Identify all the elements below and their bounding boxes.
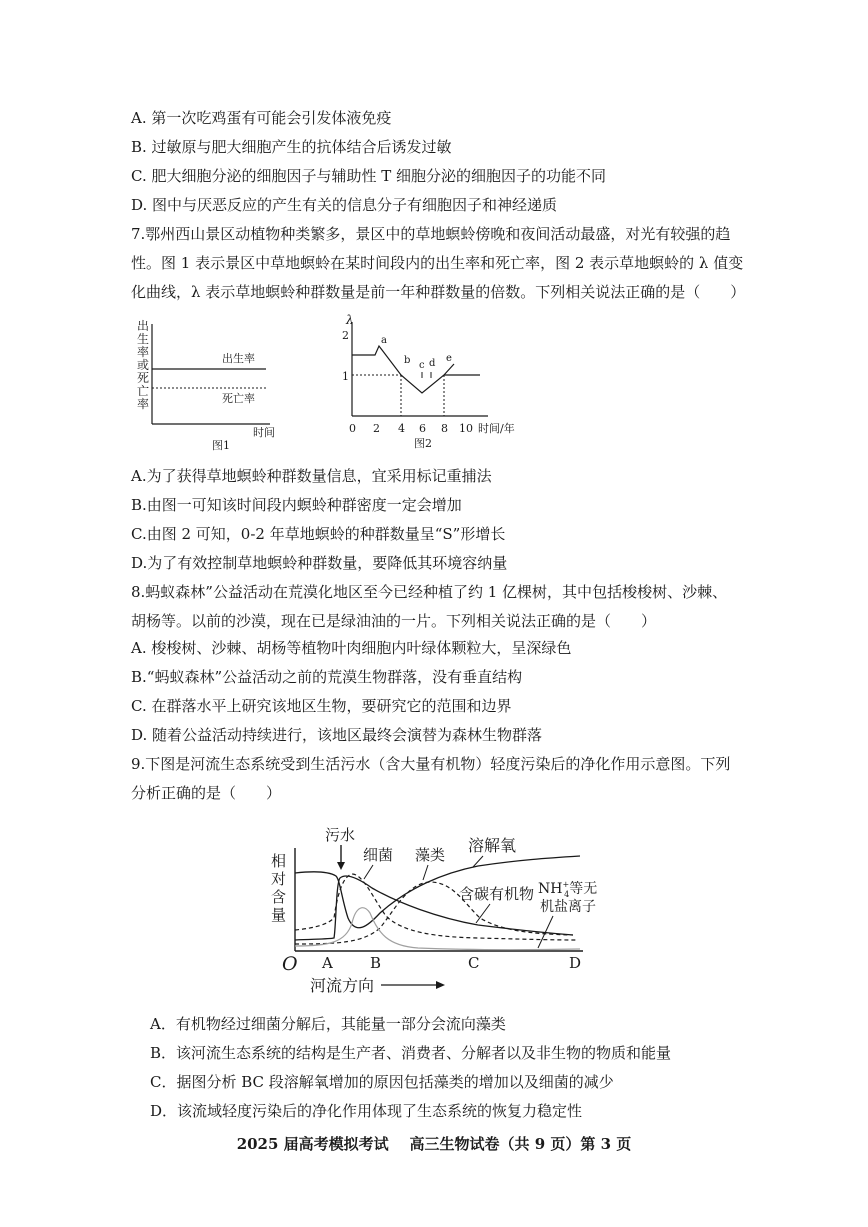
section-d-label: D	[569, 954, 582, 972]
fig2-xtick: 2	[373, 422, 380, 435]
fig2-caption: 图2	[414, 437, 432, 450]
oxygen-label: 溶解氧	[468, 836, 517, 855]
q7-option-c: C.由图 2 可知，0-2 年草地螟蛉的种群数量呈“S”形增长	[131, 525, 506, 543]
q9-ylabel-char: 量	[271, 906, 287, 924]
fig2-xtick: 8	[441, 422, 448, 435]
fig2-point-b: b	[404, 355, 411, 366]
figure-1	[128, 312, 278, 456]
fig1-ylabel-char: 或	[137, 358, 150, 372]
q7-stem-line-2: 性。图 1 表示景区中草地螟蛉在某时间段内的出生率和死亡率，图 2 表示草地螟蛉的 λ 值变	[131, 254, 744, 272]
fig1-ylabel-char: 出	[137, 319, 150, 333]
fig1-caption: 图1	[212, 439, 230, 452]
fig2-point-c: c	[419, 360, 425, 371]
q9-ylabel-char: 相	[271, 852, 287, 870]
q9-stem-line-1: 9.下图是河流生态系统受到生活污水（含大量有机物）轻度污染后的净化作用示意图。下列	[131, 755, 731, 773]
fig2-ytick-2: 2	[342, 329, 349, 342]
figure-2	[338, 308, 528, 457]
fig1-ylabel-char: 率	[137, 397, 150, 411]
q7-option-b: B.由图一可知该时间段内螟蛉种群密度一定会增加	[131, 496, 462, 514]
q8-option-b: B.“蚂蚁森林”公益活动之前的荒漠生物群落，没有垂直结构	[131, 668, 523, 686]
q9-option-a: A．有机物经过细菌分解后，其能量一部分会流向藻类	[150, 1015, 506, 1033]
fig2-xtick: 10	[459, 422, 473, 435]
fig2-xtick: 4	[398, 422, 405, 435]
nh4-label: NH+ 4等无	[538, 880, 598, 899]
fig1-ylabel-char: 死	[137, 371, 150, 385]
q7-stem-line-3: 化曲线，λ 表示草地螟蛉种群数量是前一年种群数量的倍数。下列相关说法正确的是（ ）	[131, 283, 746, 301]
flow-direction-label: 河流方向	[310, 976, 375, 995]
river-purification-figure	[268, 818, 628, 1007]
q9-ylabel-char: 含	[271, 888, 287, 906]
fig1-ylabel-char: 亡	[137, 384, 150, 398]
fig1-death-label: 死亡率	[222, 392, 255, 405]
sewage-arrow-head	[337, 862, 345, 870]
fig1-ylabel-char: 率	[137, 345, 150, 359]
q7-option-d: D.为了有效控制草地螟蛉种群数量，要降低其环境容纳量	[131, 554, 508, 572]
q7-option-a: A.为了获得草地螟蛉种群数量信息，宜采用标记重捕法	[131, 467, 492, 485]
bacteria-pointer	[364, 865, 373, 879]
fig2-lambda-curve	[352, 346, 454, 393]
q8-option-c: C. 在群落水平上研究该地区生物，要研究它的范围和边界	[131, 697, 512, 715]
q8-stem-line-2: 胡杨等。以前的沙漠，现在已是绿油油的一片。下列相关说法正确的是（ ）	[131, 612, 657, 630]
fig2-xtick: 0	[349, 422, 356, 435]
organic-carbon-label: 含碳有机物	[459, 885, 535, 903]
q8-option-a: A. 梭梭树、沙棘、胡杨等植物叶肉细胞内叶绿体颗粒大，呈深绿色	[131, 639, 572, 657]
section-a-label: A	[322, 954, 333, 972]
sewage-label: 污水	[325, 826, 356, 844]
section-c-label: C	[468, 954, 480, 972]
fig1-ylabel-char: 生	[137, 332, 150, 346]
bacteria-label: 细菌	[363, 846, 394, 864]
fig2-point-a: a	[381, 335, 387, 346]
algae-label: 藻类	[415, 846, 446, 864]
q6-option-b: B. 过敏原与肥大细胞产生的抗体结合后诱发过敏	[131, 138, 452, 156]
q9-option-b: B．该河流生态系统的结构是生产者、消费者、分解者以及非生物的物质和能量	[150, 1044, 672, 1062]
fig2-point-d: d	[429, 358, 436, 369]
q6-option-c: C. 肥大细胞分泌的细胞因子与辅助性 T 细胞分泌的细胞因子的功能不同	[131, 167, 607, 185]
section-b-label: B	[370, 954, 382, 972]
bacteria-curve	[295, 874, 578, 940]
q6-option-a: A. 第一次吃鸡蛋有可能会引发体液免疫	[131, 109, 392, 127]
nh4-label-line-2: 机盐离子	[540, 899, 596, 915]
q9-option-c: C．据图分析 BC 段溶解氧增加的原因包括藻类的增加以及细菌的减少	[150, 1073, 614, 1091]
origin-label: O	[282, 953, 298, 975]
fig1-birth-label: 出生率	[222, 352, 255, 365]
q9-option-d: D．该流域轻度污染后的净化作用体现了生态系统的恢复力稳定性	[150, 1102, 583, 1120]
page-footer: 2025 届高考模拟考试 高三生物试卷（共 9 页）第 3 页	[236, 1135, 632, 1153]
fig2-xlabel: 时间/年	[478, 422, 515, 435]
q7-stem-line-1: 7.鄂州西山景区动植物种类繁多，景区中的草地螟蛉傍晚和夜间活动最盛，对光有较强的趋	[131, 225, 731, 243]
fig2-xtick: 6	[419, 422, 426, 435]
q9-ylabel-char: 对	[271, 870, 287, 888]
q8-stem-line-1: 8.蚂蚁森林”公益活动在荒漠化地区至今已经种植了约 1 亿棵树，其中包括梭梭树、沙棘、	[131, 583, 728, 601]
fig1-xlabel: 时间	[253, 426, 275, 439]
fig2-ytick-1: 1	[342, 370, 349, 383]
flow-arrow-head	[436, 981, 445, 989]
q8-option-d: D. 随着公益活动持续进行，该地区最终会演替为森林生物群落	[131, 726, 543, 744]
q6-option-d: D. 图中与厌恶反应的产生有关的信息分子有细胞因子和神经递质	[131, 196, 558, 214]
fig2-point-e: e	[446, 353, 452, 364]
q9-stem-line-2: 分析正确的是（ ）	[131, 784, 282, 802]
fig2-ylabel: λ	[346, 313, 354, 327]
algae-pointer	[423, 865, 428, 880]
